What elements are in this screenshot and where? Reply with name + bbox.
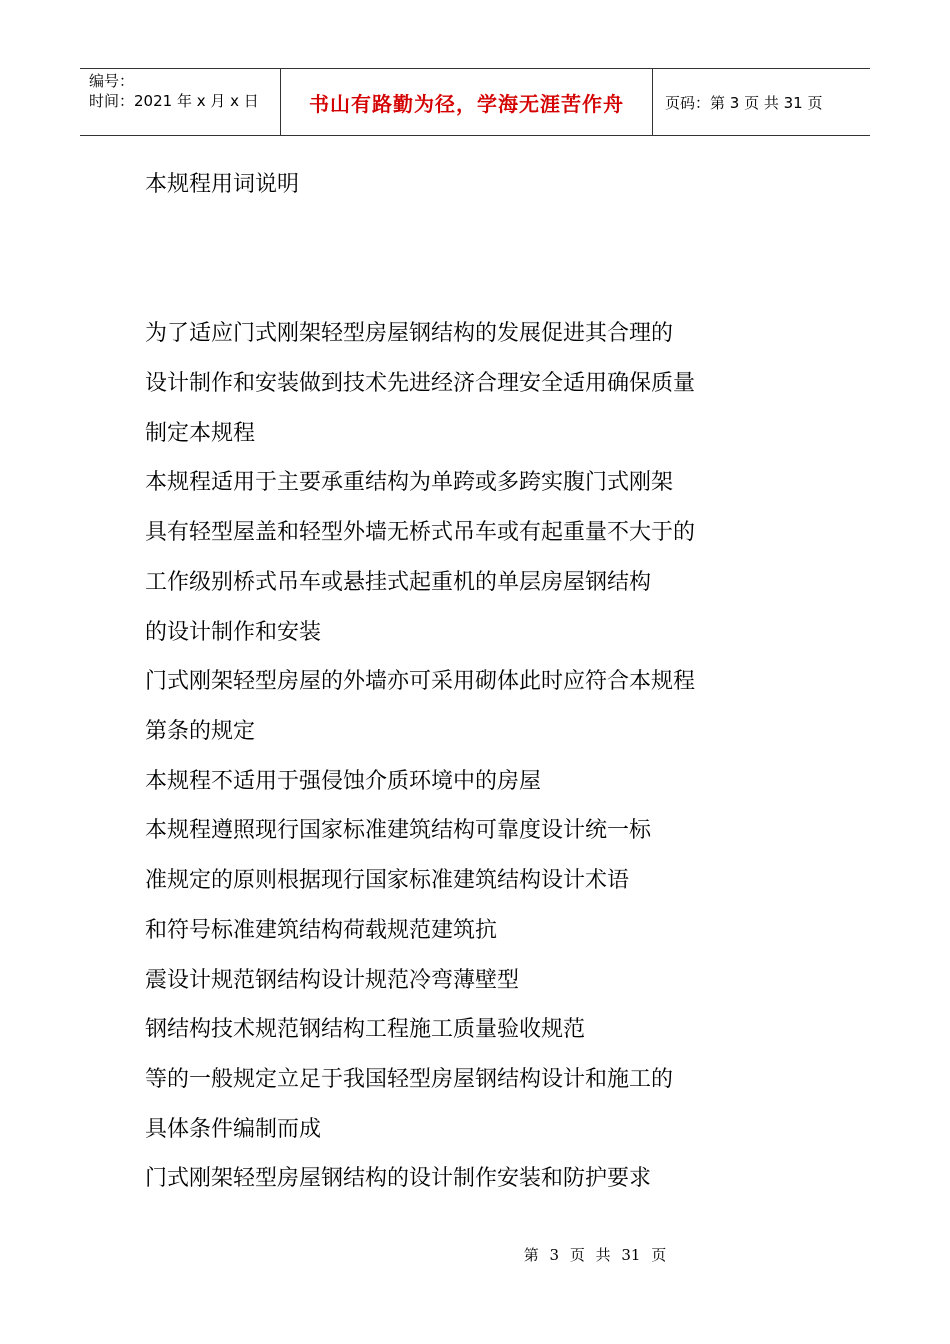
- body-line: 准规定的原则根据现行国家标准建筑结构设计术语: [145, 868, 630, 893]
- body-line: 制定本规程: [145, 421, 256, 446]
- body-line: 等的一般规定立足于我国轻型房屋钢结构设计和施工的: [145, 1067, 674, 1092]
- body-line: 门式刚架轻型房屋的外墙亦可采用砌体此时应符合本规程: [145, 669, 696, 694]
- serial-number-label: 编号：: [89, 72, 135, 90]
- body-line: 具体条件编制而成: [145, 1117, 322, 1142]
- date-label: 时间：2021 年 x 月 x 日: [89, 92, 259, 110]
- section-title: 本规程用词说明: [145, 172, 300, 197]
- header-page-info: 页码：第 3 页 共 31 页: [665, 93, 823, 112]
- body-line: 本规程遵照现行国家标准建筑结构可靠度设计统一标: [145, 818, 652, 843]
- body-line: 第条的规定: [145, 719, 256, 744]
- body-line: 震设计规范钢结构设计规范冷弯薄壁型: [145, 968, 520, 993]
- header-meta: [80, 69, 281, 135]
- body-line: 工作级别桥式吊车或悬挂式起重机的单层房屋钢结构: [145, 570, 652, 595]
- body-line: 门式刚架轻型房屋钢结构的设计制作安装和防护要求: [145, 1166, 652, 1191]
- body-line: 本规程适用于主要承重结构为单跨或多跨实腹门式刚架: [145, 470, 674, 495]
- body-line: 具有轻型屋盖和轻型外墙无桥式吊车或有起重量不大于的: [145, 520, 696, 545]
- page-footer: 第 3 页 共 31 页: [523, 1246, 667, 1264]
- body-line: 的设计制作和安装: [145, 620, 322, 645]
- body-line: 为了适应门式刚架轻型房屋钢结构的发展促进其合理的: [145, 321, 674, 346]
- body-line: 钢结构技术规范钢结构工程施工质量验收规范: [145, 1017, 586, 1042]
- header-motto: 书山有路勤为径，学海无涯苦作舟: [281, 69, 653, 135]
- page-header: [80, 68, 870, 136]
- body-line: 设计制作和安装做到技术先进经济合理安全适用确保质量: [145, 371, 696, 396]
- body-line: 和符号标准建筑结构荷载规范建筑抗: [145, 918, 498, 943]
- body-line: 本规程不适用于强侵蚀介质环境中的房屋: [145, 769, 542, 794]
